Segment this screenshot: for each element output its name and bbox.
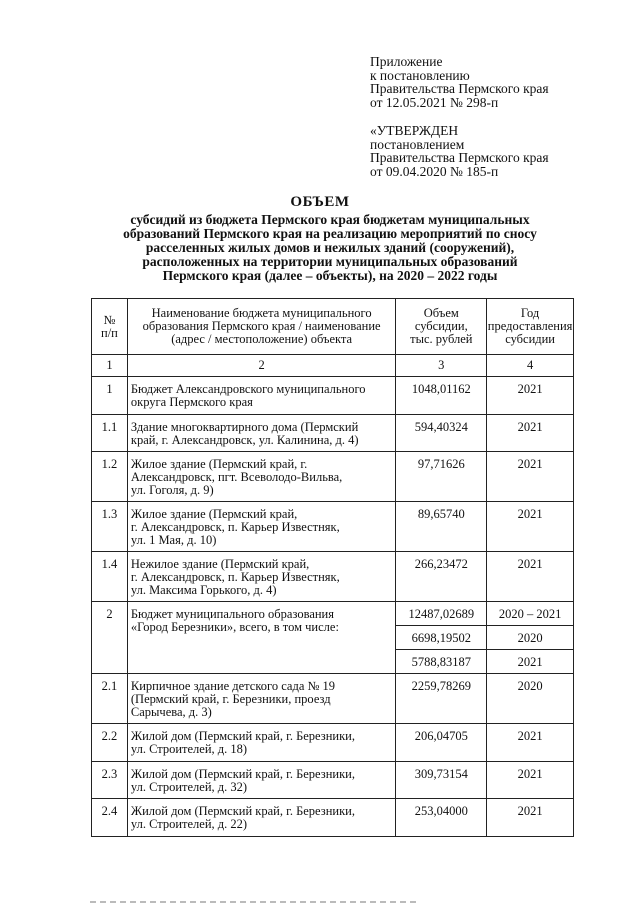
subtitle-line: субсидий из бюджета Пермского края бюджетам муниципальных: [130, 212, 530, 227]
table-row: [92, 502, 574, 552]
row-num: 2.1: [92, 674, 128, 724]
row-amount: 594,40324: [396, 415, 487, 452]
row-name-line: ул. Гоголя, д. 9): [130, 483, 214, 497]
row-name-line: край, г. Александровск, ул. Калинина, д. 4): [130, 433, 359, 447]
approval-line: Правительства Пермского края: [370, 150, 549, 165]
header-text: субсидии: [505, 332, 555, 346]
row-name-line: г. Александровск, п. Карьер Известняк,: [130, 570, 340, 584]
row-year: 2021: [487, 502, 574, 552]
header-text: №: [103, 312, 116, 327]
row-amount: 309,73154: [396, 762, 487, 799]
subsidy-table: [91, 298, 574, 837]
row-name-line: Жилой дом (Пермский край, г. Березники,: [130, 767, 355, 781]
row-year: 2021: [487, 452, 574, 502]
header-text: предоставления: [487, 319, 573, 333]
row-name-line: «Город Березники», всего, в том числе:: [130, 620, 339, 634]
row-year: 2021: [487, 762, 574, 799]
table-row: [92, 415, 574, 452]
appendix-line: от 12.05.2021 № 298-п: [370, 94, 499, 110]
header-text: (адрес / местоположение) объекта: [171, 332, 353, 346]
appendix-reference: [370, 55, 630, 109]
row-year: 2021: [487, 415, 574, 452]
row-name: [127, 602, 396, 674]
row-amount: 253,04000: [396, 799, 487, 837]
appendix-line: к постановлению: [370, 67, 470, 83]
column-number-row: [92, 355, 574, 377]
row-name: [127, 674, 396, 724]
row-year: 2021: [487, 377, 574, 415]
row-num: 1.1: [92, 415, 128, 452]
column-number: 1: [92, 355, 128, 377]
row-year: 2020 – 2021: [487, 602, 574, 626]
row-name-line: Бюджет Александровского муниципального: [130, 382, 366, 396]
table-row: [92, 674, 574, 724]
header-text: п/п: [101, 325, 118, 340]
header-text: субсидии,: [414, 319, 468, 333]
row-year: 2020: [487, 674, 574, 724]
header-amount: [396, 299, 487, 355]
column-number: 3: [396, 355, 487, 377]
table-row: [92, 602, 574, 626]
appendix-line: Правительства Пермского края: [370, 81, 549, 96]
header-text: Наименование бюджета муниципального: [151, 306, 372, 320]
table-row: [92, 552, 574, 602]
table-header-row: [92, 299, 574, 355]
header-text: образования Пермского края / наименование: [142, 319, 381, 333]
column-number: 2: [127, 355, 396, 377]
row-amount: 97,71626: [396, 452, 487, 502]
row-num: 2.4: [92, 799, 128, 837]
row-name-line: ул. Строителей, д. 18): [130, 742, 248, 756]
subtitle-line: образований Пермского края на реализацию мероприятий по сносу: [123, 226, 537, 241]
approval-line: постановлением: [370, 136, 465, 152]
approval-line: «УТВЕРЖДЕН: [370, 123, 459, 138]
appendix-line: Приложение: [370, 54, 443, 69]
row-name: [127, 452, 396, 502]
row-num: 1.2: [92, 452, 128, 502]
row-num: 2.2: [92, 724, 128, 762]
row-name-line: ул. Строителей, д. 22): [130, 817, 248, 831]
row-name-line: Жилой дом (Пермский край, г. Березники,: [130, 804, 355, 818]
row-name-line: Жилой дом (Пермский край, г. Березники,: [130, 729, 355, 743]
row-year: 2021: [487, 799, 574, 837]
row-name-line: Александровск, пгт. Всеволодо-Вильва,: [130, 470, 343, 484]
scan-artifact: [90, 901, 420, 903]
row-name: [127, 799, 396, 837]
row-name-line: Жилое здание (Пермский край,: [130, 507, 298, 521]
row-name: [127, 377, 396, 415]
row-amount: 1048,01162: [396, 377, 487, 415]
table-row: [92, 452, 574, 502]
row-amount: 6698,19502: [396, 626, 487, 650]
subtitle-line: Пермского края (далее – объекты), на 2020 – 2022 годы: [162, 268, 498, 283]
row-amount: 2259,78269: [396, 674, 487, 724]
header-text: Объем: [423, 306, 459, 320]
row-name-line: Нежилое здание (Пермский край,: [130, 557, 310, 571]
table-row: [92, 377, 574, 415]
column-number: 4: [487, 355, 574, 377]
table-row: [92, 724, 574, 762]
approval-reference: [370, 124, 630, 178]
document-subtitle: [100, 213, 560, 283]
row-name: [127, 502, 396, 552]
header-text: Год: [520, 306, 540, 320]
subtitle-line: расселенных жилых домов и нежилых зданий (сооружений),: [145, 240, 515, 255]
row-year: 2021: [487, 724, 574, 762]
row-name-line: округа Пермского края: [130, 395, 253, 409]
row-amount: 5788,83187: [396, 650, 487, 674]
row-name-line: Кирпичное здание детского сада № 19: [130, 679, 336, 693]
header-num: [92, 299, 128, 355]
header-text: тыс. рублей: [410, 332, 473, 346]
row-name-line: ул. 1 Мая, д. 10): [130, 533, 217, 547]
row-year: 2020: [487, 626, 574, 650]
row-name-line: ул. Строителей, д. 32): [130, 780, 248, 794]
row-name-line: ул. Максима Горького, д. 4): [130, 583, 277, 597]
row-amount: 266,23472: [396, 552, 487, 602]
row-name-line: Жилое здание (Пермский край, г.: [130, 457, 308, 471]
header-name: [127, 299, 396, 355]
row-amount: 12487,02689: [396, 602, 487, 626]
table-row: [92, 762, 574, 799]
row-amount: 89,65740: [396, 502, 487, 552]
row-year: 2021: [487, 650, 574, 674]
row-name-line: Здание многоквартирного дома (Пермский: [130, 420, 359, 434]
row-num: 1.3: [92, 502, 128, 552]
approval-line: от 09.04.2020 № 185-п: [370, 163, 499, 179]
row-num: 2: [92, 602, 128, 674]
row-name-line: Сарычева, д. 3): [130, 705, 212, 719]
subtitle-line: расположенных на территории муниципальных образований: [142, 254, 518, 269]
row-amount: 206,04705: [396, 724, 487, 762]
row-name: [127, 762, 396, 799]
row-name: [127, 415, 396, 452]
row-year: 2021: [487, 552, 574, 602]
row-name: [127, 724, 396, 762]
table-row: [92, 799, 574, 837]
header-year: [487, 299, 574, 355]
row-name-line: г. Александровск, п. Карьер Известняк,: [130, 520, 340, 534]
row-name-line: Бюджет муниципального образования: [130, 607, 334, 621]
row-num: 2.3: [92, 762, 128, 799]
row-num: 1.4: [92, 552, 128, 602]
row-name: [127, 552, 396, 602]
row-num: 1: [92, 377, 128, 415]
row-name-line: (Пермский край, г. Березники, проезд: [130, 692, 331, 706]
document-title: ОБЪЕМ: [290, 194, 350, 210]
